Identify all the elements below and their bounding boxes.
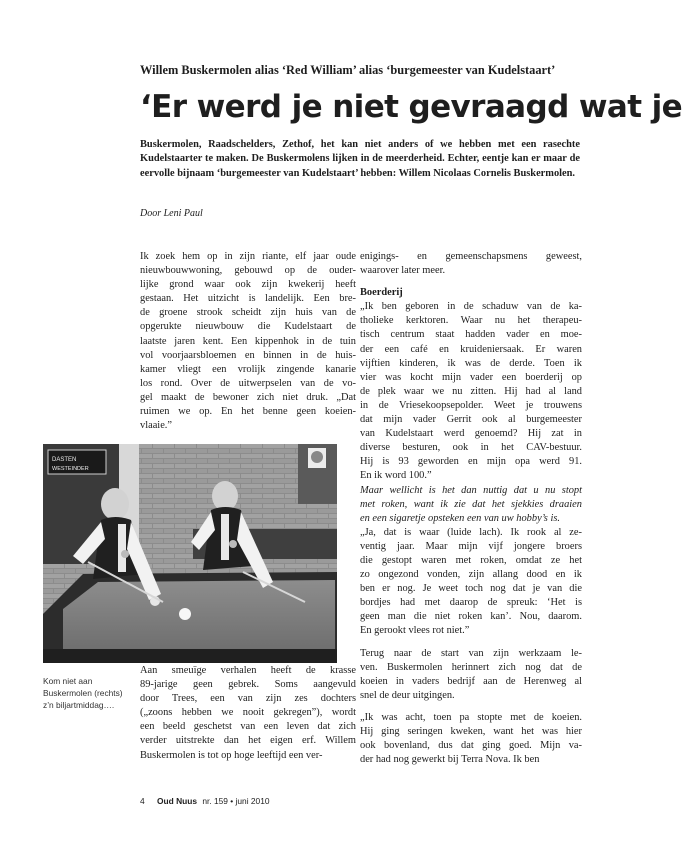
text-line: Aan smeuïge verhalen heeft de krasse	[140, 665, 356, 676]
text-line: vijftien kinderen, ik was de derde. Toen ik	[360, 357, 582, 369]
section-subhead: Boerderij	[360, 287, 403, 299]
text-line: met roken, want ik zie dat het sjekkies draaien	[360, 498, 582, 510]
text-line: laatste jaren kent. Een kippenhok in de tuin	[140, 335, 356, 347]
text-line: der had nog gewerkt bij Terra Nova. Ik ben	[360, 754, 540, 766]
article-headline: ‘Er werd je niet gevraagd wat je	[140, 89, 682, 125]
text-line: „Ik ben geboren in de schaduw van de ka-	[360, 301, 582, 313]
text-line: in de Vriesekoopsepolder. Weet je trouwens	[360, 399, 582, 411]
text-line: kamer vliegt een vrolijk zingende kanarie	[140, 363, 356, 375]
body-column-3	[360, 250, 582, 767]
text-line: waarover later meer.	[360, 265, 446, 277]
page-footer	[140, 796, 270, 806]
photo-caption: Kom niet aan Buskermolen (rechts) z’n biljartmiddag….	[43, 676, 123, 710]
text-line: „Ik was acht, toen pa stopte met de koeien.	[360, 711, 582, 723]
text-line: 89-jarige geen gebrek. Soms aangevuld	[140, 679, 356, 691]
text-line: dat mijn vader Gerrit ook al burgemeester	[360, 414, 582, 426]
text-line: zo ongezond vonden, zijn allang dood en ik	[360, 569, 582, 581]
text-line: vlaaie.”	[140, 420, 173, 432]
text-line: („zoons hebben we nooit gekregen”), wordt	[140, 707, 356, 719]
issue-info: nr. 159 • juni 2010	[202, 796, 270, 806]
text-line: los rond. Over de uitwerpselen van de vo-	[140, 377, 356, 389]
page-number: 4	[140, 796, 145, 806]
text-line: verder uitstrekte dan het eigen erf. Willem	[140, 735, 356, 747]
text-line: Terug naar de start van zijn werkzaam le-	[360, 647, 582, 659]
text-line: de groene strook scheidt zijn huis van de	[140, 307, 356, 319]
text-line: bordjes had met daarop de spreuk: ‘Het is	[360, 597, 582, 609]
article-kicker: Willem Buskermolen alias ‘Red William’ alias ‘burgemeester van Kudelstaart’	[140, 63, 556, 77]
text-line: ven. Buskermolen herinnert zich nog dat de	[360, 661, 582, 673]
text-line: En ik word 100.”	[360, 470, 432, 482]
text-line: Ik zoek hem op in zijn riante, elf jaar oude	[140, 251, 356, 262]
billiards-photo	[43, 444, 337, 663]
text-line: en een sigaretje opsteken een van uw hobby’s is.	[360, 512, 560, 524]
text-line: koeien in vaders bedrijf aan de Herenweg al	[360, 675, 582, 687]
sign-text-2: WESTEINDER	[52, 466, 89, 472]
text-line: tisch centrum staat hadden vader en moe-	[360, 329, 582, 341]
text-line: geen man die niet roken kan’. Nou, daarom.	[360, 611, 582, 623]
text-line: gel maakt de bewoner zich niet druk. „Dat	[140, 391, 356, 403]
text-line: Hij is 93 geworden en mijn opa werd 91.	[360, 456, 582, 468]
text-line: ben er nog. Je weet toch nog dat je van die	[360, 583, 582, 595]
text-line: die gestopt waren met roken, omdat ze het	[360, 554, 582, 566]
text-line: gestaan. Het uitzicht is landelijk. Een bre-	[140, 293, 356, 305]
text-line: de plek waar we nu zitten. Hij had al land	[360, 385, 582, 397]
text-line: van Kudelstaart werd genoemd? Hij zat in	[360, 428, 582, 440]
billiards-photo-image	[43, 444, 337, 663]
text-line: snel de deur uitgingen.	[360, 689, 455, 701]
magazine-name: Oud Nuus	[157, 796, 198, 806]
text-line: door Trees, een van zijn zes dochters	[140, 693, 356, 705]
text-line: lijke grond waar ook zijn kwekerij heeft	[140, 279, 356, 291]
article-lead: Buskermolen, Raadschelders, Zethof, het kan niet anders of we hebben met een rasechte Kudelstaarter te maken. De Buskermolens lijken in de meerderheid. Echter, eentje kan er maar de eervolle bijnaam ‘burgemeester van Kudelstaart’ hebben: Willem Nicolaas Cornelis Buskermolen.	[140, 139, 580, 179]
sign-text-1: DASTEN	[52, 457, 77, 463]
body-column-1	[140, 250, 356, 433]
text-line: tholieke kerktoren. Waar nu het therapeu-	[360, 315, 582, 327]
text-line: ruimen we op. En het benne geen koeien-	[140, 406, 356, 418]
text-line: Maar wellicht is het dan nuttig dat u nu stopt	[360, 484, 582, 496]
text-line: een beeld geschetst van een leven dat zich	[140, 721, 356, 733]
text-line: vol voorjaarsbloemen en binnen in de huis-	[140, 349, 356, 361]
byline: Door Leni Paul	[140, 208, 203, 219]
text-line: opgerukte nieuwbouw die Kudelstaart de	[140, 321, 356, 333]
text-line: „Ja, dat is waar (luide lach). Ik rook al ze-	[360, 526, 582, 538]
text-line: nieuwbouwwoning, gebouwd op de ouder-	[140, 265, 356, 277]
text-line: ventig jaar. Maar mijn vijf jongere broers	[360, 540, 582, 552]
text-line: En gerookt vlees rot niet.”	[360, 625, 470, 637]
text-line: diverse besturen, ook in het CAV-bestuur.	[360, 442, 582, 454]
text-line: enigings- en gemeenschapsmens geweest,	[360, 251, 582, 262]
text-line: Buskermolen is tot op hoge leeftijd een ver-	[140, 749, 323, 761]
text-line: vier was kocht mijn vader een boerderij op	[360, 371, 582, 383]
text-line: Hij ging seringen kweken, want het was hier	[360, 726, 582, 737]
text-line: ook bovenland, dus dat ging goed. Mijn va-	[360, 740, 582, 752]
text-line: der een café en kruideniersaak. Er waren	[360, 343, 582, 355]
body-column-2	[140, 664, 356, 763]
